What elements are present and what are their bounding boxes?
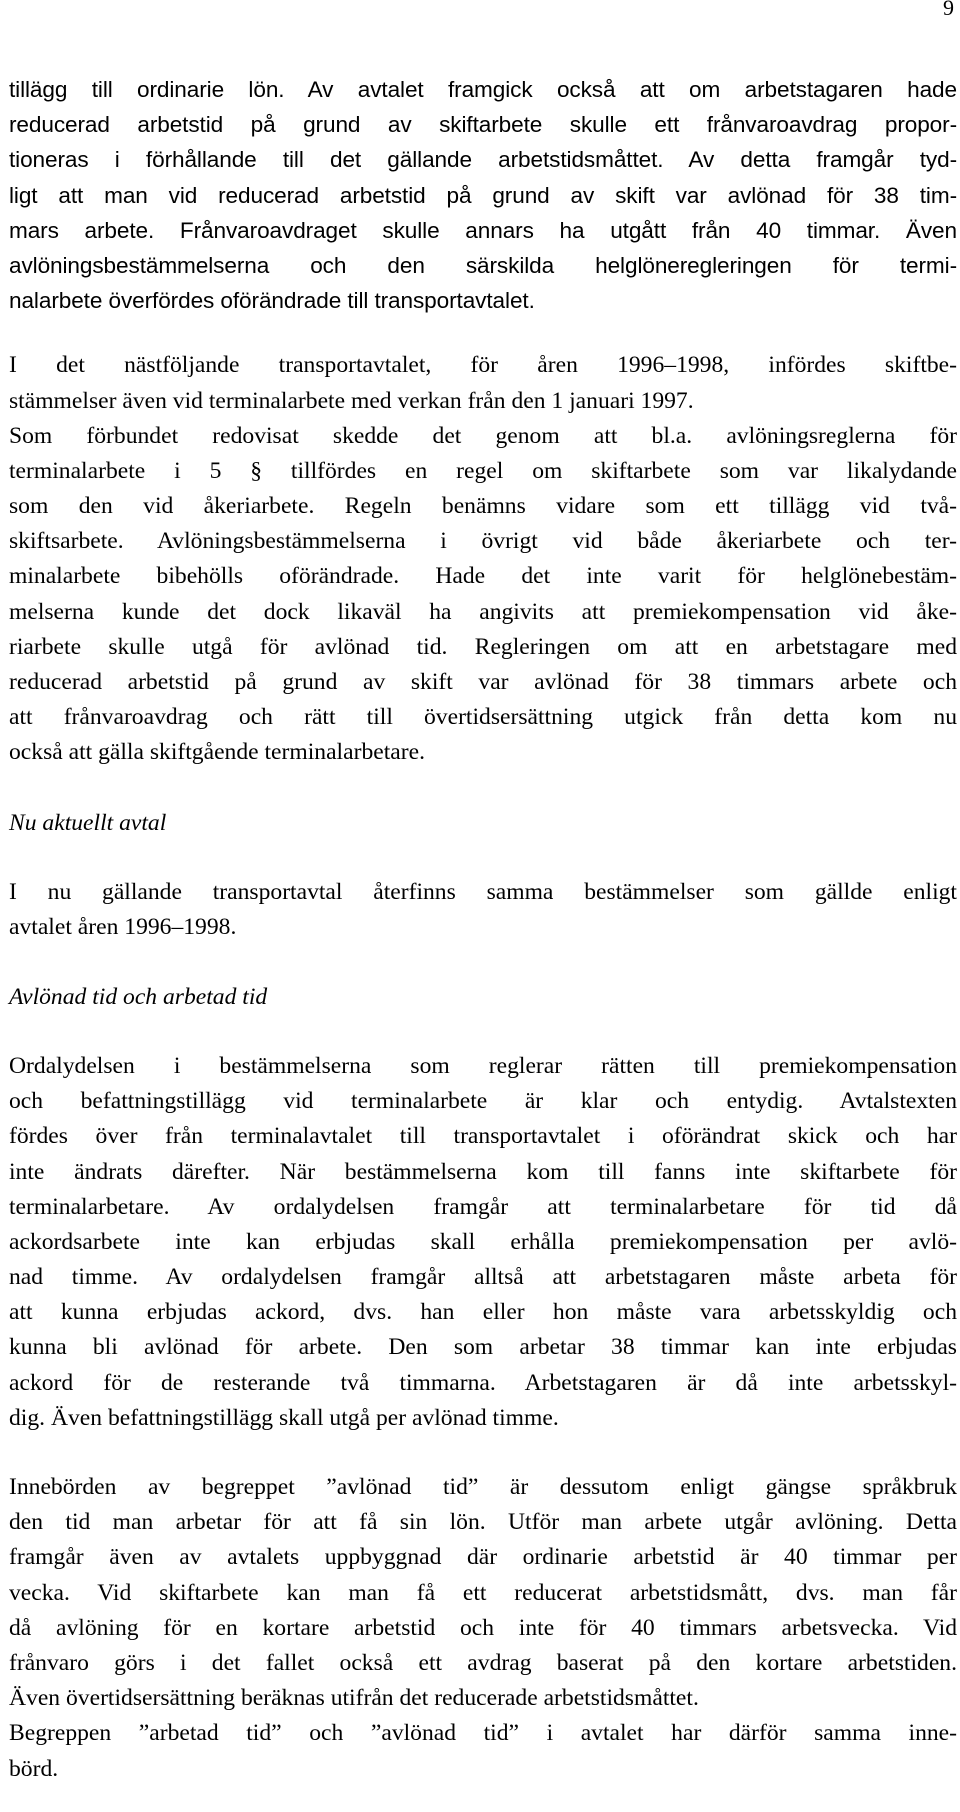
text-line: den tid man arbetar för att få sin lön. Utför man arbete utgår avlöning. Detta	[9, 1509, 957, 1536]
text-line: Som förbundet redovisat skedde det genom att bl.a. avlöningsreglerna för	[9, 422, 957, 449]
text-line: kunna bli avlönad för arbete. Den som arbetar 38 timmar kan inte erbjudas	[9, 1334, 957, 1361]
text-line: I nu gällande transportavtal återfinns samma bestämmelser som gällde enligt	[9, 878, 957, 905]
text-line: reducerad arbetstid på grund av skift var avlönad för 38 timmars arbete och	[9, 669, 957, 695]
text-line: Ordalydelsen i bestämmelserna som reglerar rätten till premiekompensation	[9, 1052, 957, 1079]
paragraph-meaning-of-paid-time	[9, 1470, 957, 1787]
text-line: att kunna erbjudas ackord, dvs. han eller hon måste vara arbetsskyldig och	[9, 1299, 957, 1326]
text-line: också att gälla skiftgående terminalarbetare.	[9, 739, 425, 766]
text-line: Begreppen ”arbetad tid” och ”avlönad tid” i avtalet har därför samma inne-	[9, 1720, 957, 1747]
text-line: nalarbete överfördes oförändrade till transportavtalet.	[9, 288, 535, 314]
text-line: minalarbete bibehölls oförändrade. Hade det inte varit för helglönebestäm-	[9, 563, 957, 590]
text-line: mars arbete. Frånvaroavdraget skulle annars ha utgått från 40 timmar. Även	[9, 217, 957, 243]
text-line: avtalet åren 1996–1998.	[9, 913, 237, 940]
paragraph-current-agreement	[9, 875, 957, 945]
text-line: terminalarbete i 5 § tillfördes en regel om skiftarbete som var likalydande	[9, 457, 957, 484]
paragraph-wording-of-provisions	[9, 1049, 957, 1436]
text-line: vecka. Vid skiftarbete kan man få ett reducerat arbetstidsmått, dvs. man får	[9, 1579, 957, 1606]
page-number: 9	[943, 0, 954, 20]
text-line: dig. Även befattningstillägg skall utgå per avlönad timme.	[9, 1404, 559, 1431]
text-line: ackord för de resterande två timmarna. Arbetstagaren är då inte arbetsskyl-	[9, 1369, 957, 1396]
text-line: Även övertidsersättning beräknas utifrån det reducerade arbetstidsmåttet.	[9, 1685, 699, 1712]
section-heading-paid-and-worked-time: Avlönad tid och arbetad tid	[9, 983, 268, 1010]
paragraph-shift-allowance-history	[9, 72, 957, 318]
text-line: att frånvaroavdrag och rätt till övertidsersättning utgick från detta kom nu	[9, 704, 957, 731]
section-heading-current-agreement: Nu aktuellt avtal	[9, 809, 167, 836]
text-line: melserna kunde det dock likaväl ha angivits att premiekompensation vid åke-	[9, 598, 957, 625]
paragraph-gap	[9, 841, 957, 875]
text-line: riarbete skulle utgå för avlönad tid. Regleringen om att en arbetstagare med	[9, 633, 957, 660]
text-line: inte ändrats därefter. När bestämmelserna kom till fanns inte skiftarbete för	[9, 1158, 957, 1185]
text-line: tillägg till ordinarie lön. Av avtalet framgick också att om arbetstagaren hade	[9, 77, 957, 102]
text-line: som den vid åkeriarbete. Regeln benämns vidare som ett tillägg vid två-	[9, 493, 957, 520]
text-line: börd.	[9, 1755, 59, 1782]
document-body	[9, 72, 957, 1787]
paragraph-gap	[9, 771, 957, 805]
text-line: ligt att man vid reducerad arbetstid på grund av skift var avlönad för 38 tim-	[9, 182, 957, 208]
text-line: skiftsarbete. Avlöningsbestämmelserna i övrigt vid både åkeriarbete och ter-	[9, 528, 957, 555]
text-line: och befattningstillägg vid terminalarbete är klar och entydig. Avtalstexten	[9, 1088, 957, 1115]
text-line: då avlöning för en kortare arbetstid och inte för 40 timmars arbetsvecka. Vid	[9, 1614, 957, 1641]
text-line: I det nästföljande transportavtalet, för åren 1996–1998, infördes skiftbe-	[9, 352, 957, 379]
paragraph-gap	[9, 318, 957, 348]
paragraph-gap	[9, 945, 957, 979]
text-line: nad timme. Av ordalydelsen framgår alltså att arbetstagaren måste arbeta för	[9, 1264, 957, 1291]
paragraph-gap	[9, 1436, 957, 1470]
text-line: reducerad arbetstid på grund av skiftarbete skulle ett frånvaroavdrag propor-	[9, 112, 957, 138]
text-line: Innebörden av begreppet ”avlönad tid” är dessutom enligt gängse språkbruk	[9, 1474, 957, 1500]
text-line: frånvaro görs i det fallet också ett avdrag baserat på den kortare arbetstiden.	[9, 1649, 957, 1676]
text-line: tioneras i förhållande till det gällande arbetstidsmåttet. Av detta framgår tyd-	[9, 147, 957, 173]
text-line: avlöningsbestämmelserna och den särskilda helglöneregleringen för termi-	[9, 252, 957, 278]
text-line: stämmelser även vid terminalarbete med verkan från den 1 januari 1997.	[9, 387, 694, 414]
text-line: framgår även av avtalets uppbyggnad där ordinarie arbetstid är 40 timmar per	[9, 1544, 957, 1571]
text-line: terminalarbetare. Av ordalydelsen framgår att terminalarbetare för tid då	[9, 1193, 957, 1220]
text-line: ackordsarbete inte kan erbjudas skall erhålla premiekompensation per avlö-	[9, 1228, 957, 1255]
paragraph-transport-agreement-1996	[9, 348, 957, 770]
paragraph-gap	[9, 1015, 957, 1049]
text-line: fördes över från terminalavtalet till transportavtalet i oförändrat skick och har	[9, 1123, 957, 1150]
